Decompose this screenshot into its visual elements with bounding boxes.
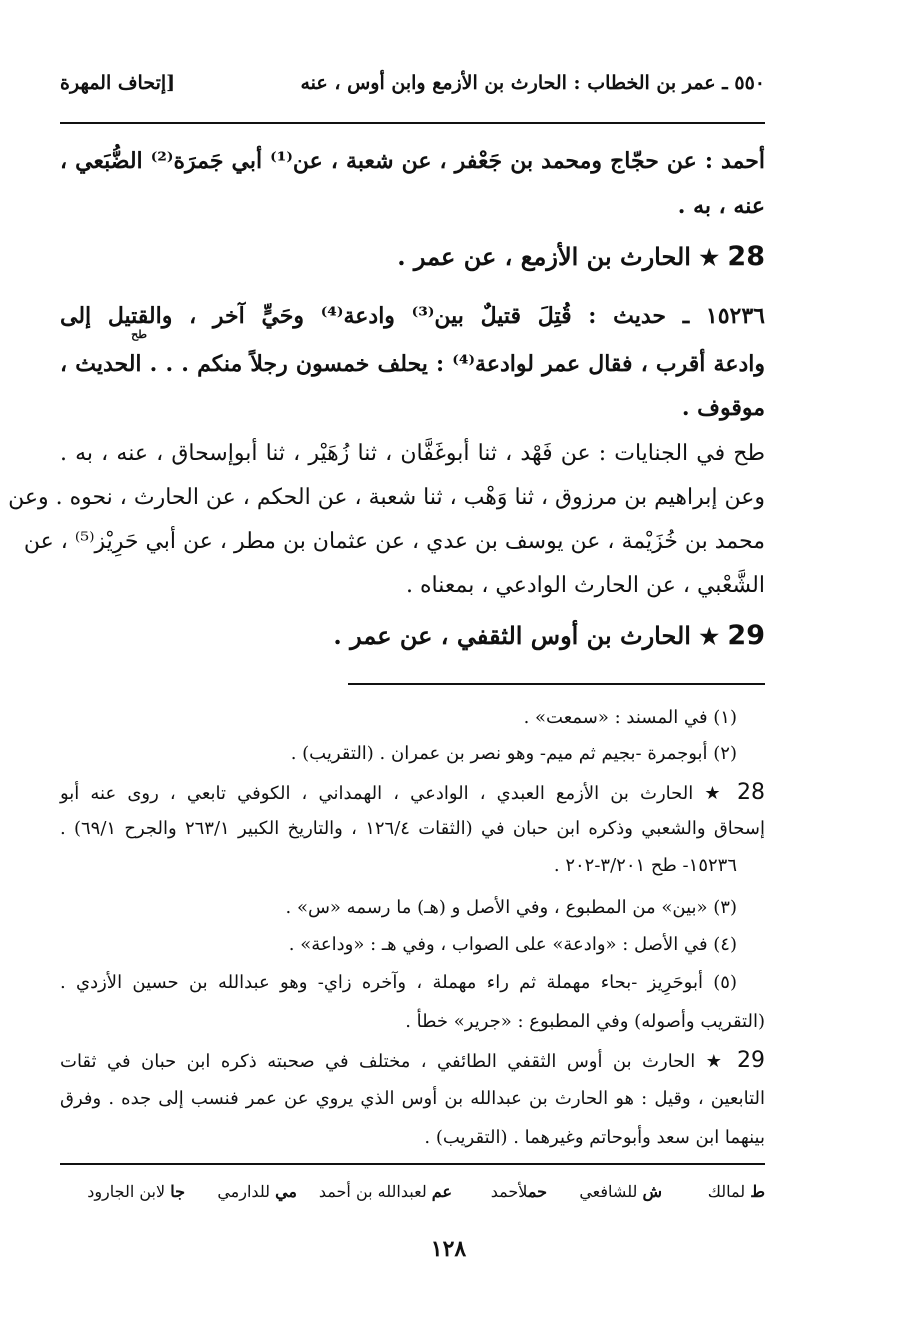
abbreviation-abdullah: عم لعبدالله بن أحمد (318, 1182, 452, 1201)
footnote-text: الحارث بن أوس الثقفي الطائفي ، مختلف في صحبته ذكره ابن حبان في ثقات (60, 1051, 696, 1072)
footnote-5-line: (التقريب وأصوله) وفي المطبوع : «جرير» خطأ . (405, 1011, 765, 1032)
footnote-3: (٣) «بين» من المطبوع ، وفي الأصل و (هـ) ما رسمه «س» . (285, 897, 737, 918)
narrator-number: 28 (727, 241, 765, 272)
footnote-1: (١) في المسند : «سمعت» . (523, 707, 737, 728)
footnote-28-line: إسحاق والشعبي وذكره ابن حبان في (الثقات ١٢٦/٤ ، والتاريخ الكبير ٢٦٣/١ والجرح ٦٩/١) . (60, 818, 765, 839)
star-icon: ★ (699, 624, 720, 650)
header-rule (60, 122, 765, 124)
footnote-number: 29 (737, 1048, 765, 1073)
footnote-rule (348, 683, 765, 685)
body-line: أحمد : عن حجّاج ومحمد بن جَعْفر ، عن شعبة ، عن⁽¹⁾ أبي جَمرَة⁽²⁾ الضُّبَعي ، (60, 148, 765, 174)
star-icon: ★ (704, 783, 726, 804)
running-header-title: ٥٥٠ ـ عمر بن الخطاب : الحارث بن الأزمع وابن أوس ، عنه (300, 72, 765, 94)
footnote-28 (60, 780, 765, 805)
footnote-text: الحارث بن الأزمع العبدي ، الوادعي ، الهمداني ، الكوفي تابعي ، روى عنه أبو (60, 783, 694, 804)
narrator-heading-28 (60, 243, 765, 270)
star-icon: ★ (699, 245, 720, 271)
hadith-line: ١٥٢٣٦ ـ حديث : قُتِلَ قتيلٌ بين⁽³⁾ وادعة⁽⁴⁾ وحَيٍّ آخر ، والقتيل إلى (60, 303, 765, 329)
hadith-line: وادعة أقرب ، فقال عمر لوادعة⁽⁴⁾ : يحلف خمسون رجلاً منكم . . . الحديث ، (60, 351, 766, 377)
footnote-29-line: بينهما ابن سعد وأبوحاتم وغيرهما . (التقريب) . (424, 1127, 765, 1148)
source-mark: طح (131, 328, 147, 341)
footnote-4: (٤) في الأصل : «وادعة» على الصواب ، وفي هـ : «وداعة» . (288, 934, 737, 955)
isnad-line: وعن إبراهيم بن مرزوق ، ثنا وَهْب ، ثنا شعبة ، عن الحكم ، عن الحارث ، نحوه . وعن (8, 485, 765, 510)
footnote-number: 28 (737, 780, 765, 805)
footnote-28-line: ١٥٢٣٦- طح ٣/٢٠١-٢٠٢ . (553, 855, 737, 876)
footnote-5: (٥) أبوحَرِيز -بحاء مهملة ثم راء مهملة ، وآخره زاي- وهو عبدالله بن حسين الأزدي . (60, 972, 737, 993)
narrator-name: الحارث بن أوس الثقفي ، عن عمر . (333, 621, 691, 650)
abbreviations-rule (60, 1163, 765, 1165)
abbreviation-ahmad: حملأحمد (490, 1182, 547, 1201)
narrator-name: الحارث بن الأزمع ، عن عمر . (397, 242, 691, 271)
isnad-line: محمد بن خُزَيْمة ، عن يوسف بن عدي ، عن عثمان بن مطر ، عن أبي حَرِيْز⁽⁵⁾ ، عن (23, 529, 765, 554)
abbreviation-malik: ط لمالك (707, 1182, 765, 1201)
footnote-2: (٢) أبوجمرة -بجيم ثم ميم- وهو نصر بن عمران . (التقريب) . (290, 743, 737, 764)
hadith-line: موقوف . (681, 395, 765, 421)
footnote-29-line: التابعين ، وقيل : هو الحارث بن عبدالله بن أوس الذي يروي عن عمر فنسب إلى جده . وفرق (60, 1088, 765, 1109)
running-header-book-tag: [إتحاف المهرة (60, 72, 176, 94)
narrator-number: 29 (727, 620, 765, 651)
abbreviation-shafii: ش للشافعي (579, 1182, 662, 1201)
page-number: ١٢٨ (430, 1236, 467, 1262)
isnad-line: طح في الجنايات : عن فَهْد ، ثنا أبوغَفَّان ، ثنا زُهَيْر ، ثنا أبوإسحاق ، عنه ، به . (60, 441, 765, 466)
body-line: عنه ، به . (677, 193, 765, 219)
abbreviation-darimi: مي للدارمي (217, 1182, 297, 1201)
narrator-heading-29 (60, 622, 765, 649)
star-icon: ★ (705, 1051, 727, 1072)
abbreviation-ibn-jarud: جا لابن الجارود (87, 1182, 185, 1201)
isnad-line: الشَّعْبي ، عن الحارث الوادعي ، بمعناه . (406, 573, 765, 598)
footnote-29 (60, 1048, 765, 1073)
